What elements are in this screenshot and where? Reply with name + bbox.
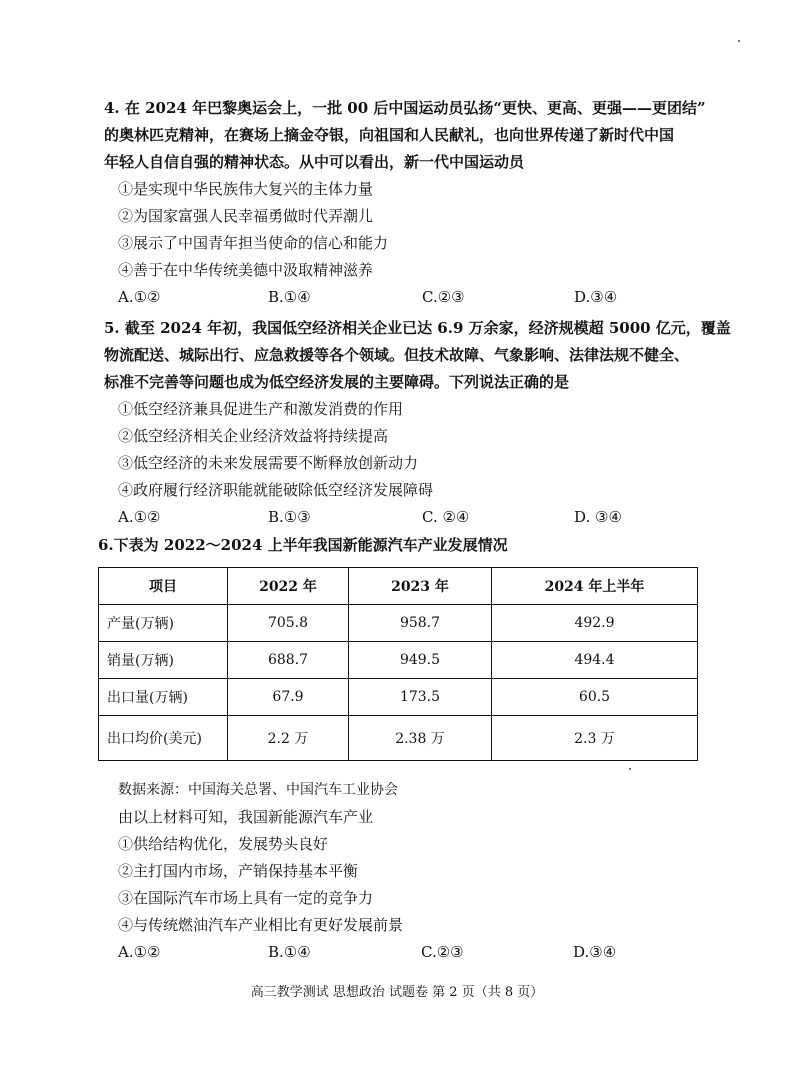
question-4 (104, 95, 704, 311)
table-cell: 67.9 (228, 679, 349, 716)
table-cell: 2.2 万 (228, 716, 349, 761)
table-cell: 60.5 (492, 679, 698, 716)
table-cell: 2.38 万 (349, 716, 492, 761)
question-6-option: ③在国际汽车市场上具有一定的竞争力 (118, 889, 374, 907)
page-footer: 高三教学测试 思想政治 试题卷 第 2 页（共 8 页） (250, 985, 544, 1000)
choice-d[interactable]: D.③④ (574, 288, 618, 306)
choice-d[interactable]: D.③④ (573, 943, 617, 961)
table-cell: 产量(万辆) (99, 605, 228, 642)
table-row (99, 716, 698, 761)
question-6-option: ④与传统燃油汽车产业相比有更好发展前景 (118, 916, 404, 934)
table-row (99, 605, 698, 642)
table-cell: 494.4 (492, 642, 698, 679)
question-6-intro: 6.下表为 2022～2024 上半年我国新能源汽车产业发展情况 (98, 536, 508, 554)
question-5-option: ④政府履行经济职能就能破除低空经济发展障碍 (118, 481, 434, 499)
scan-speck (738, 40, 740, 42)
question-6-option: ①供给结构优化，发展势头良好 (118, 835, 329, 853)
choice-b[interactable]: B.①④ (268, 943, 311, 961)
table-header: 项目 (99, 568, 228, 605)
choice-c[interactable]: C.②③ (422, 288, 465, 306)
choice-d[interactable]: D. ③④ (574, 508, 622, 526)
table-header-row (99, 568, 698, 605)
table-cell: 出口均价(美元) (99, 716, 228, 761)
choice-a[interactable]: A.①② (118, 508, 161, 526)
table-cell: 2.3 万 (492, 716, 698, 761)
question-4-option: ④善于在中华传统美德中汲取精神滋养 (118, 261, 374, 279)
choice-c[interactable]: C.②③ (421, 943, 464, 961)
table-row (99, 679, 698, 716)
question-4-line: 的奥林匹克精神，在赛场上摘金夺银，向祖国和人民献礼，也向世界传递了新时代中国 (104, 126, 675, 144)
nev-data-table (98, 567, 698, 761)
choice-b[interactable]: B.①③ (268, 508, 311, 526)
choice-a[interactable]: A.①② (118, 288, 161, 306)
question-6 (98, 532, 698, 559)
question-5-option: ②低空经济相关企业经济效益将持续提高 (118, 427, 389, 445)
question-5-option: ①低空经济兼具促进生产和激发消费的作用 (118, 400, 404, 418)
question-6-stem: 由以上材料可知，我国新能源汽车产业 (118, 808, 374, 826)
question-5-choices (104, 504, 704, 531)
choice-c[interactable]: C. ②④ (422, 508, 470, 526)
question-5-line: 5. 截至 2024 年初，我国低空经济相关企业已达 6.9 万余家，经济规模超 5000 亿元，覆盖 (104, 319, 731, 337)
question-6-option: ②主打国内市场，产销保持基本平衡 (118, 862, 359, 880)
data-source: 数据来源：中国海关总署、中国汽车工业协会 (118, 782, 398, 798)
table-cell: 688.7 (228, 642, 349, 679)
table-header: 2023 年 (349, 568, 492, 605)
question-5-option: ③低空经济的未来发展需要不断释放创新动力 (118, 454, 419, 472)
choice-a[interactable]: A.①② (118, 943, 161, 961)
question-5-line: 标准不完善等问题也成为低空经济发展的主要障碍。下列说法正确的是 (104, 373, 570, 391)
question-4-choices (104, 284, 704, 311)
question-4-option: ①是实现中华民族伟大复兴的主体力量 (118, 180, 374, 198)
question-6-choices (118, 939, 718, 966)
table-cell: 705.8 (228, 605, 349, 642)
table-cell: 958.7 (349, 605, 492, 642)
question-6-body (118, 804, 718, 966)
table-cell: 949.5 (349, 642, 492, 679)
question-5 (104, 315, 731, 531)
table-cell: 173.5 (349, 679, 492, 716)
question-4-option: ②为国家富强人民幸福勇做时代弄潮儿 (118, 207, 374, 225)
question-4-line: 年轻人自信自强的精神状态。从中可以看出，新一代中国运动员 (104, 153, 525, 171)
table-cell: 出口量(万辆) (99, 679, 228, 716)
choice-b[interactable]: B.①④ (268, 288, 311, 306)
scan-speck (629, 768, 631, 770)
table-header: 2024 年上半年 (492, 568, 698, 605)
table-row (99, 642, 698, 679)
table-cell: 492.9 (492, 605, 698, 642)
question-5-line: 物流配送、城际出行、应急救援等各个领域。但技术故障、气象影响、法律法规不健全、 (104, 346, 690, 364)
question-4-line: 4. 在 2024 年巴黎奥运会上，一批 00 后中国运动员弘扬“更快、更高、更强——更团结” (104, 99, 706, 117)
table-cell: 销量(万辆) (99, 642, 228, 679)
table-header: 2022 年 (228, 568, 349, 605)
question-4-option: ③展示了中国青年担当使命的信心和能力 (118, 234, 389, 252)
